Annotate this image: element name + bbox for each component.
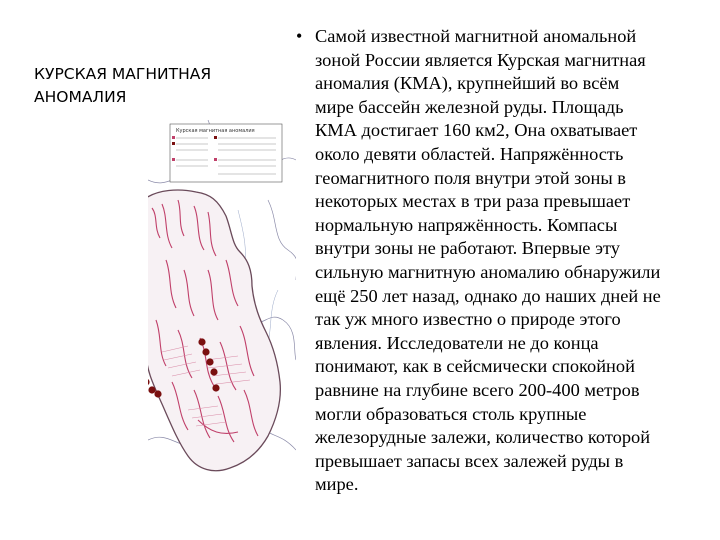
deposit-marker (210, 368, 217, 375)
map-legend-title: Курская магнитная аномалия (176, 128, 255, 134)
deposit-marker (148, 386, 155, 393)
slide-title-text: КУРСКАЯ МАГНИТНАЯ АНОМАЛИЯ (34, 65, 212, 106)
deposit-marker (206, 358, 213, 365)
deposit-marker (202, 348, 209, 355)
deposit-marker (212, 384, 219, 391)
map-legend (170, 124, 282, 182)
body-text-block (296, 25, 696, 497)
deposit-marker (148, 378, 150, 385)
bullet-marker: • (296, 26, 303, 46)
deposit-marker (154, 390, 161, 397)
deposit-marker (198, 338, 205, 345)
slide-title (34, 63, 254, 109)
kma-map-svg (148, 120, 296, 480)
anomaly-outline (148, 190, 280, 471)
kma-map (148, 120, 296, 480)
body-paragraph: Самой известной магнитной аномальной зоной России является Курская магнитная аномалия (КМА), крупнейший во всём мире бассейн железной руды. Площадь КМА достигает 160 км2, Она охватывает около девяти областей. Напряжённость геомагнитного поля внутри этой зоны в некоторых местах в три раза превышает нормальную напряжённость. Компасы внутри зоны не работают. Впервые эту сильную магнитную аномалию обнаружили ещё 250 лет назад, однако до наших дней не так уж много известно о природе этого явления. Исследователи не до конца понимают, как в сейсмически спокойной равнине на глубине всего 200-400 метров могли образоваться столь крупные железорудные залежи, количество которой превышает запасы всех залежей руды в мире. (315, 26, 661, 495)
